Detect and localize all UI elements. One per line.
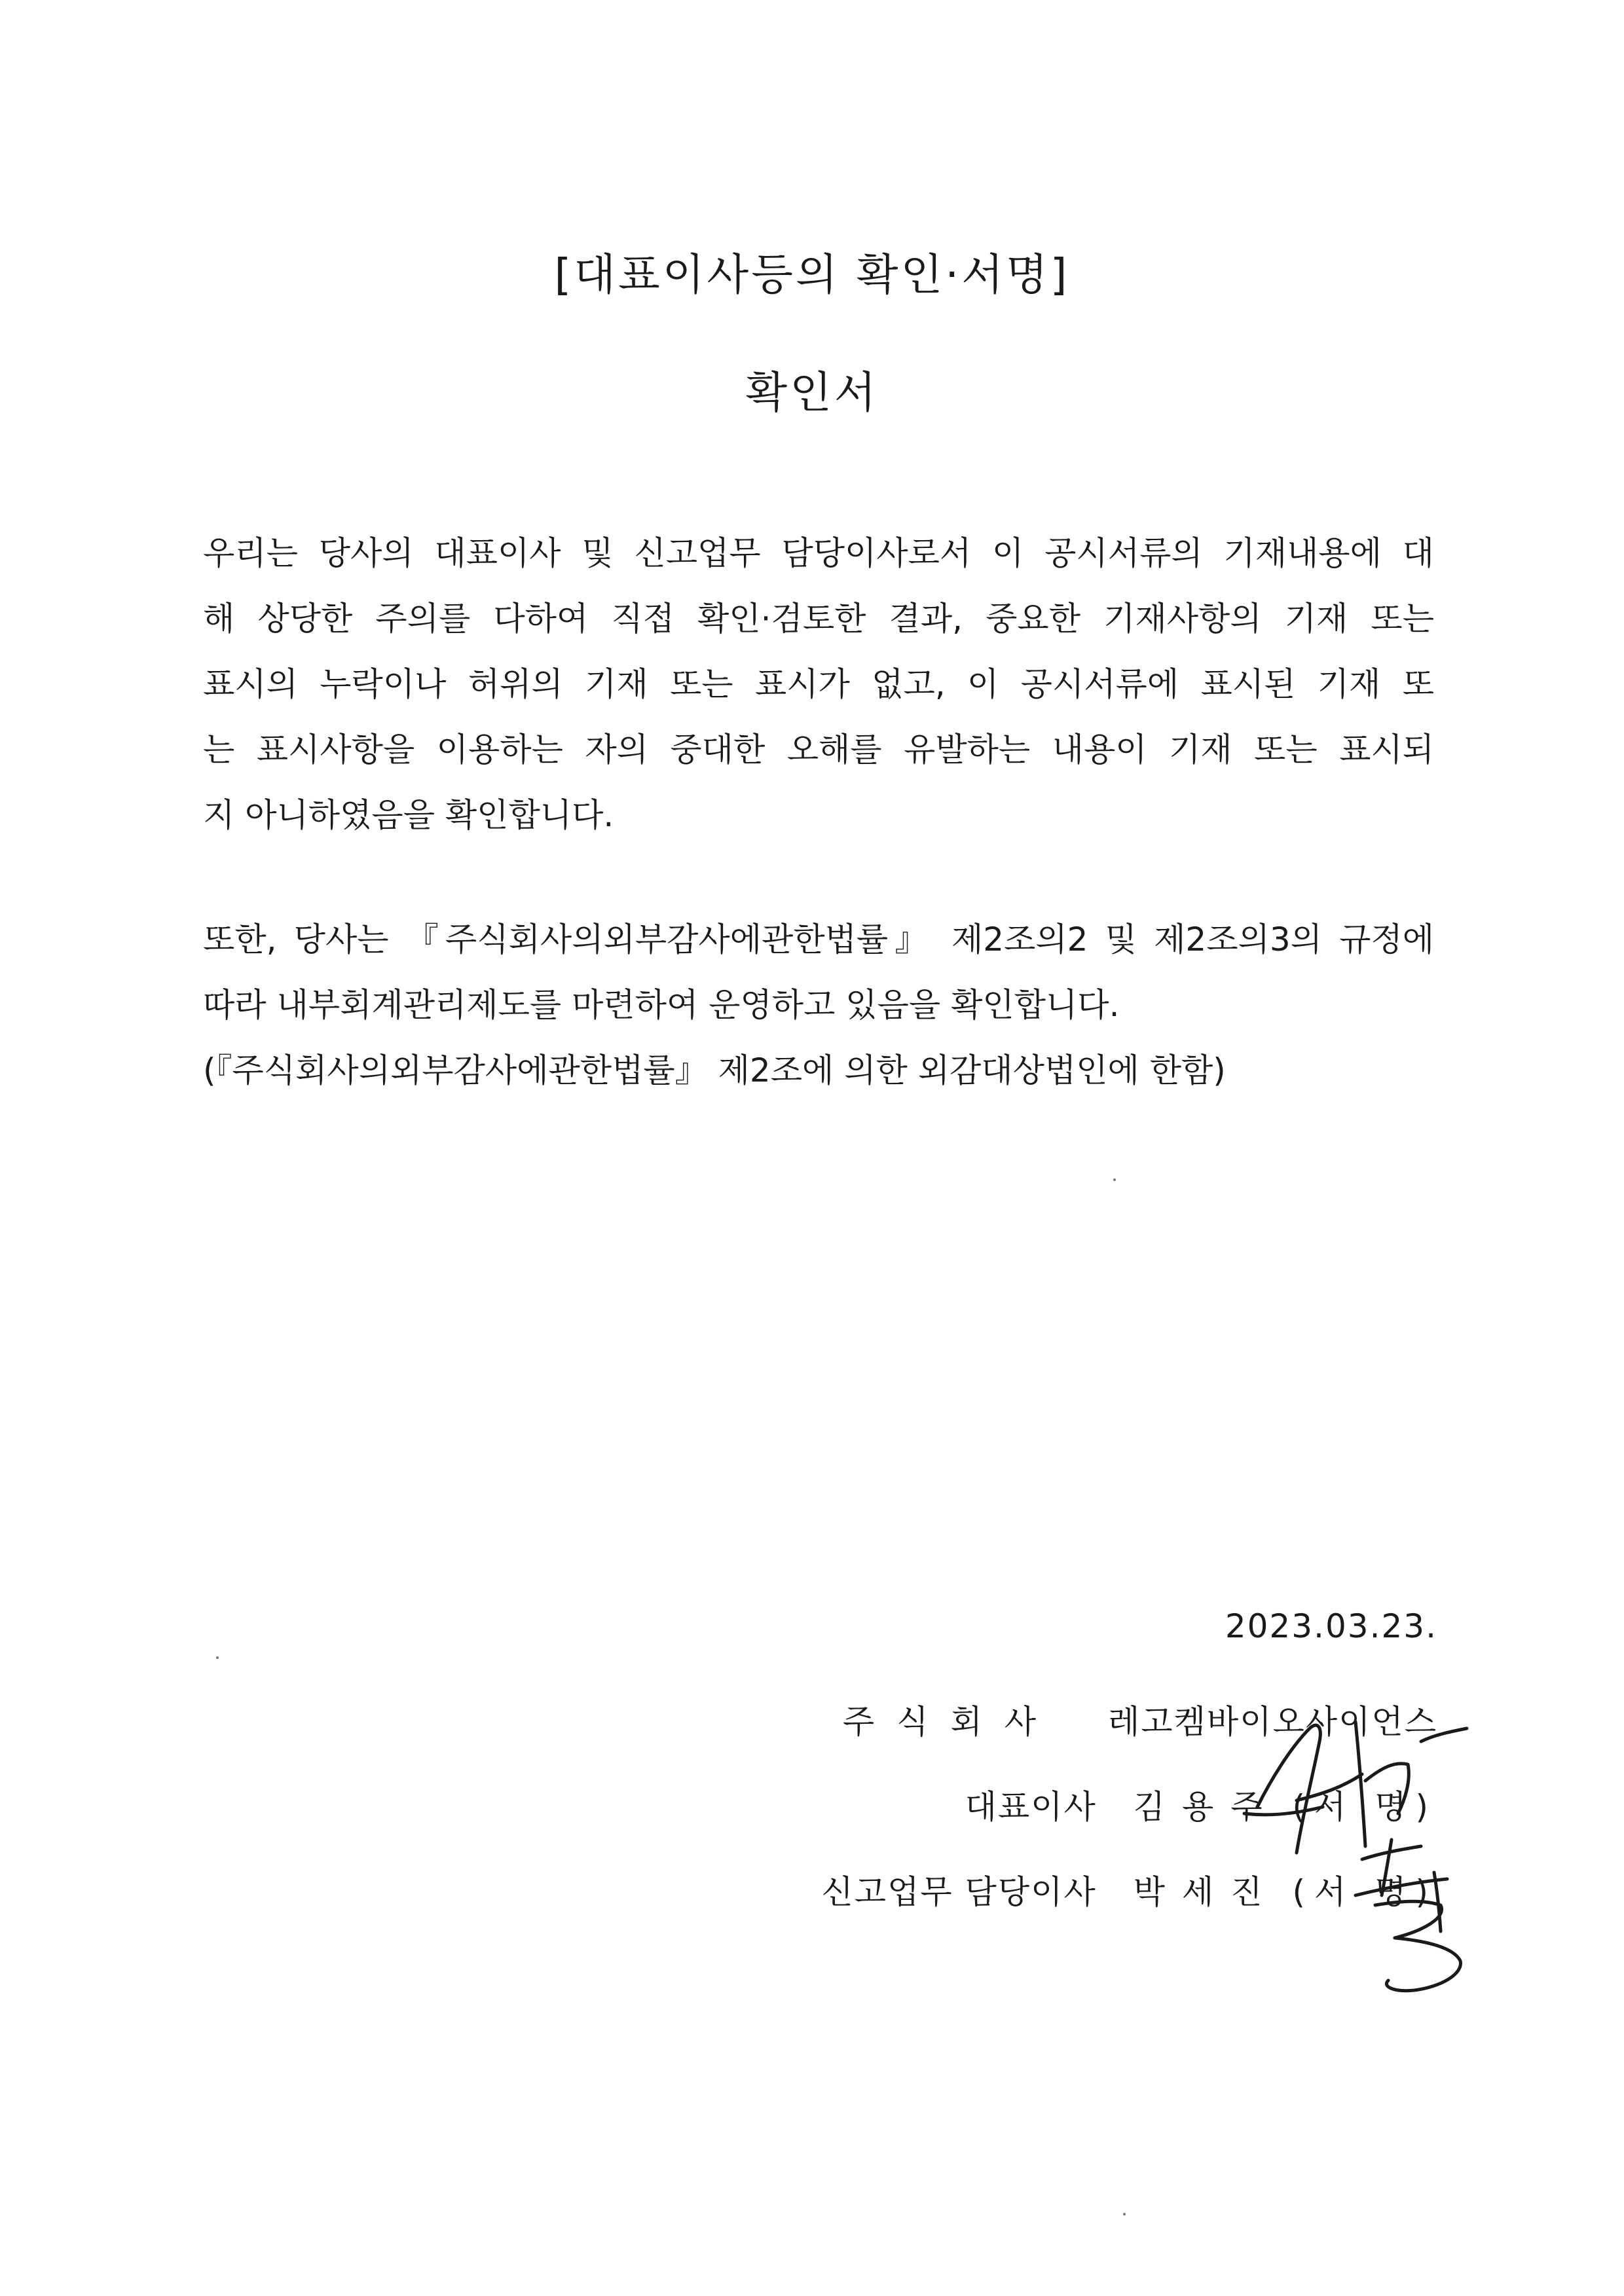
officer-role: 신고업무 담당이사: [821, 1873, 1097, 1911]
scan-speck: [1113, 1178, 1116, 1181]
document-title: 확인서: [745, 367, 879, 418]
document-date: 2023.03.23.: [1225, 1607, 1437, 1645]
paragraph-line: 우리는 당사의 대표이사 및 신고업무 담당이사로서 이 공시서류의 기재내용에 대: [203, 534, 1434, 572]
paragraph-line: 지 아니하였음을 확인합니다.: [203, 796, 614, 834]
header-title: [대표이사등의 확인·서명]: [554, 249, 1070, 300]
confirmation-paragraph: [203, 520, 1434, 848]
officer-name: 박세진: [1133, 1873, 1280, 1911]
ceo-sign-label: (서 명): [1292, 1788, 1437, 1826]
paragraph-note: (『주식회사의외부감사에관한법률』 제2조에 의한 외감대상법인에 한함): [203, 1051, 1226, 1089]
company-name: 레고켐바이오사이언스: [1108, 1703, 1437, 1741]
paragraph-line: 해 상당한 주의를 다하여 직접 확인·검토한 결과, 중요한 기재사항의 기재 또는: [203, 600, 1434, 638]
scan-speck: [1123, 2213, 1126, 2215]
officer-sign-label: (서 명): [1292, 1873, 1437, 1911]
company-label: 주식회사: [842, 1703, 1059, 1741]
paragraph-line: 는 표시사항을 이용하는 자의 중대한 오해를 유발하는 내용이 기재 또는 표시되: [203, 731, 1434, 769]
company-row: [843, 1696, 1437, 1743]
paragraph-line: 따라 내부회계관리제도를 마련하여 운영하고 있음을 확인합니다.: [203, 986, 1120, 1024]
internal-control-paragraph: [203, 907, 1434, 1103]
paragraph-line: 표시의 누락이나 허위의 기재 또는 표시가 없고, 이 공시서류에 표시된 기재 또: [203, 665, 1434, 703]
scan-speck: [216, 1656, 219, 1659]
ceo-row: [965, 1781, 1437, 1828]
ceo-role: 대표이사: [965, 1788, 1097, 1826]
ceo-name: 김용주: [1133, 1788, 1280, 1826]
officer-row: [821, 1866, 1437, 1913]
paragraph-line: 또한, 당사는 『주식회사의외부감사에관한법률』 제2조의2 및 제2조의3의 규정에: [203, 920, 1434, 958]
officer-signature-image: [1336, 1833, 1493, 1997]
